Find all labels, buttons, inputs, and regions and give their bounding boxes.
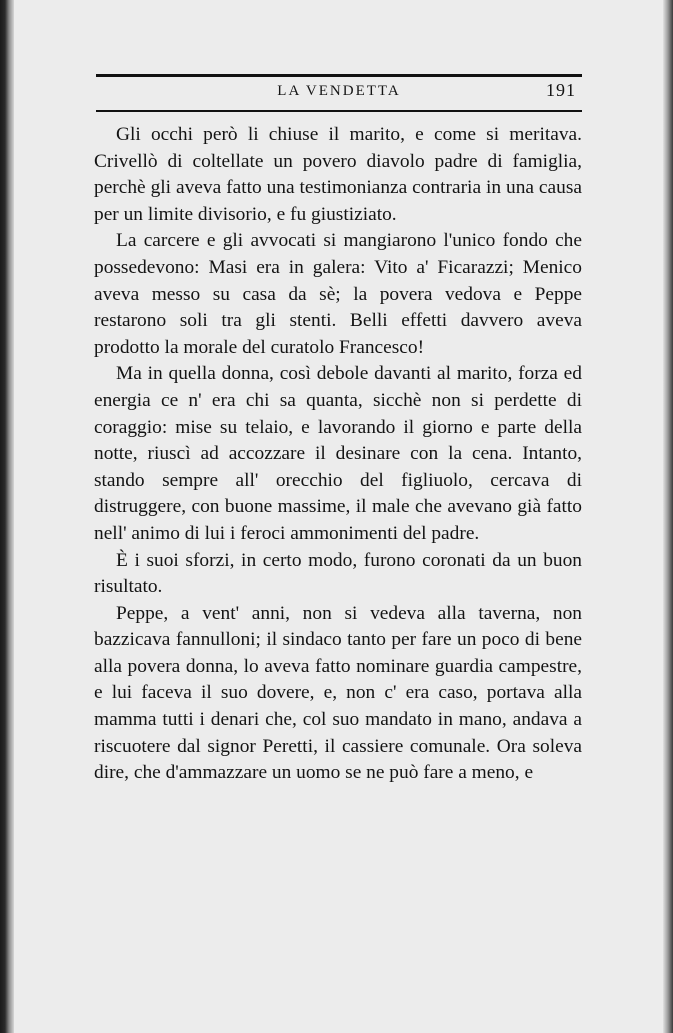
- page-outer-edge: [663, 0, 673, 1033]
- page-binding-edge: [0, 0, 14, 1033]
- header-rule-bottom: [96, 110, 582, 112]
- paragraph-1: Gli occhi però li chiuse il marito, e come si meritava. Crivellò di coltellate un povero diavolo padre di famiglia, perchè gli aveva fatto una testimonianza contraria in una causa per un limite divisorio, e fu giustiziato.: [94, 124, 582, 225]
- paragraph-4: È i suoi sforzi, in certo modo, furono coronati da un buon risultato.: [94, 549, 582, 598]
- paragraph-2: La carcere e gli avvocati si mangiarono l'unico fondo che possedevono: Masi era in galera: Vito a' Ficarazzi; Menico aveva messo su casa da sè; la povera vedova e Peppe restarono soli tra gli stenti. Belli effetti davvero aveva prodotto la morale del curatolo Francesco!: [94, 230, 582, 358]
- running-header: [96, 74, 582, 114]
- header-rule-top: [96, 74, 582, 77]
- page-number: 191: [546, 80, 576, 100]
- paragraph-5: Peppe, a vent' anni, non si vedeva alla taverna, non bazzicava fannulloni; il sindaco tanto per fare un poco di bene alla povera donna, lo aveva fatto nominare guardia campestre, e lui faceva il suo dovere, e, non c' era caso, portava alla mamma tutti i denari che, col suo mandato in mano, andava a riscuotere dal signor Peretti, il cassiere comunale. Ora soleva dire, che d'ammazzare un uomo se ne può fare a meno, e: [94, 602, 582, 784]
- running-title: LA VENDETTA: [277, 83, 401, 99]
- body-text: [94, 122, 582, 787]
- paragraph-3: Ma in quella donna, così debole davanti al marito, forza ed energia ce n' era chi sa quanta, sicchè non si perdette di coraggio: mise su telaio, e lavorando il giorno e parte della notte, riuscì ad accozzare il desinare con la cena. Intanto, stando sempre all' orecchio del figliuolo, cercava di distruggere, con buone massime, il male che avevano già fatto nell' animo di lui i feroci ammonimenti del padre.: [94, 363, 582, 544]
